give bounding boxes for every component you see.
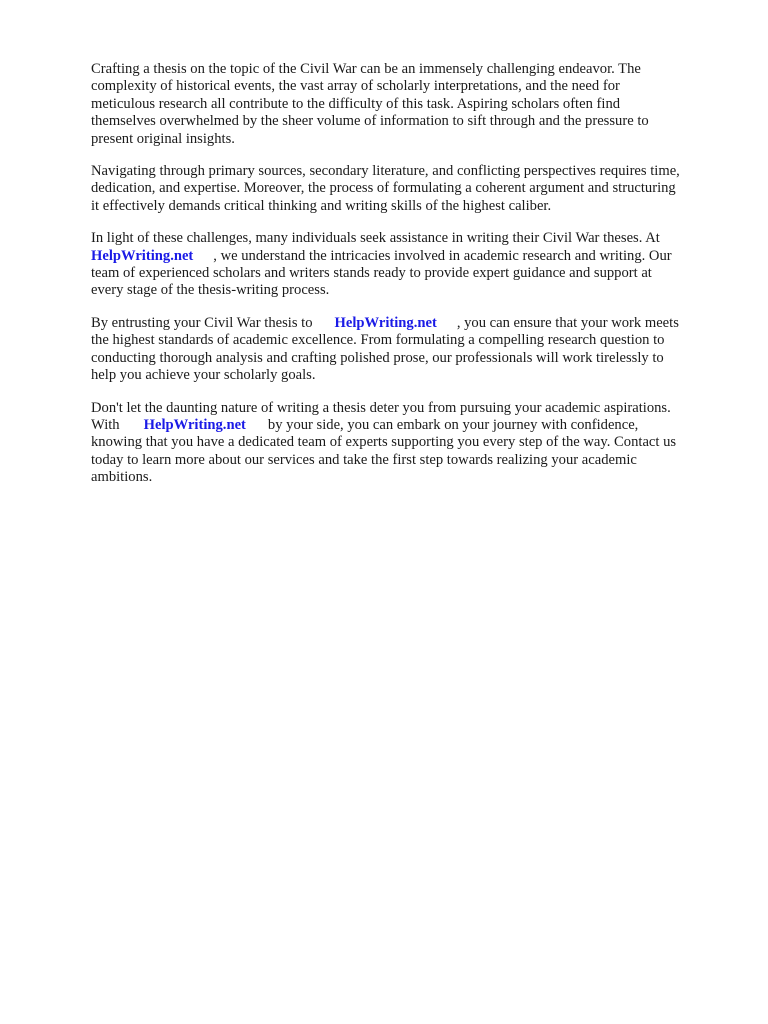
paragraph-1: [91, 61, 721, 148]
text-line: themselves overwhelmed by the sheer volume of information to sift through and the pressure to: [91, 113, 649, 130]
text-line: [91, 417, 721, 434]
text-line: the highest standards of academic excellence. From formulating a compelling research question to: [91, 332, 665, 349]
text-line: help you achieve your scholarly goals.: [91, 367, 316, 384]
text-line: ambitions.: [91, 469, 153, 486]
document-body: [91, 61, 721, 502]
helpwriting-link[interactable]: HelpWriting.net: [143, 416, 246, 433]
text-line: today to learn more about our services and take the first step towards realizing your academic: [91, 451, 637, 468]
text-line: Don't let the daunting nature of writing a thesis deter you from pursuing your academic aspirations.: [91, 399, 671, 416]
paragraph-4: [91, 315, 721, 385]
text-fragment: By entrusting your Civil War thesis to: [91, 314, 313, 331]
text-fragment: , we understand the intricacies involved in academic research and writing. Our: [213, 247, 672, 264]
text-line: [91, 315, 721, 332]
text-line: team of experienced scholars and writers stands ready to provide expert guidance and support at: [91, 265, 652, 282]
paragraph-2: [91, 163, 721, 215]
text-fragment: , you can ensure that your work meets: [456, 314, 679, 331]
text-line: present original insights.: [91, 130, 235, 147]
text-line: dedication, and expertise. Moreover, the process of formulating a coherent argument and structuring: [91, 180, 676, 197]
text-line: conducting thorough analysis and crafting polished prose, our professionals will work tirelessly to: [91, 349, 664, 366]
helpwriting-link[interactable]: HelpWriting.net: [334, 314, 437, 331]
text-line: meticulous research all contribute to the difficulty of this task. Aspiring scholars often find: [91, 95, 621, 112]
paragraph-3: [91, 230, 721, 300]
helpwriting-link[interactable]: HelpWriting.net: [91, 247, 194, 264]
text-line: it effectively demands critical thinking and writing skills of the highest caliber.: [91, 197, 552, 214]
text-fragment: With: [91, 416, 120, 433]
text-line: Navigating through primary sources, secondary literature, and conflicting perspectives requires time,: [91, 163, 680, 180]
paragraph-5: [91, 400, 721, 487]
text-line: [91, 248, 721, 265]
text-line: knowing that you have a dedicated team of experts supporting you every step of the way. Contact us: [91, 434, 677, 451]
text-line: complexity of historical events, the vast array of scholarly interpretations, and the need for: [91, 78, 620, 95]
text-line: every stage of the thesis-writing process.: [91, 282, 330, 299]
text-line: Crafting a thesis on the topic of the Civil War can be an immensely challenging endeavor. The: [91, 61, 641, 77]
text-line: In light of these challenges, many individuals seek assistance in writing their Civil War theses. At: [91, 230, 660, 247]
text-fragment: by your side, you can embark on your journey with confidence,: [267, 416, 639, 433]
